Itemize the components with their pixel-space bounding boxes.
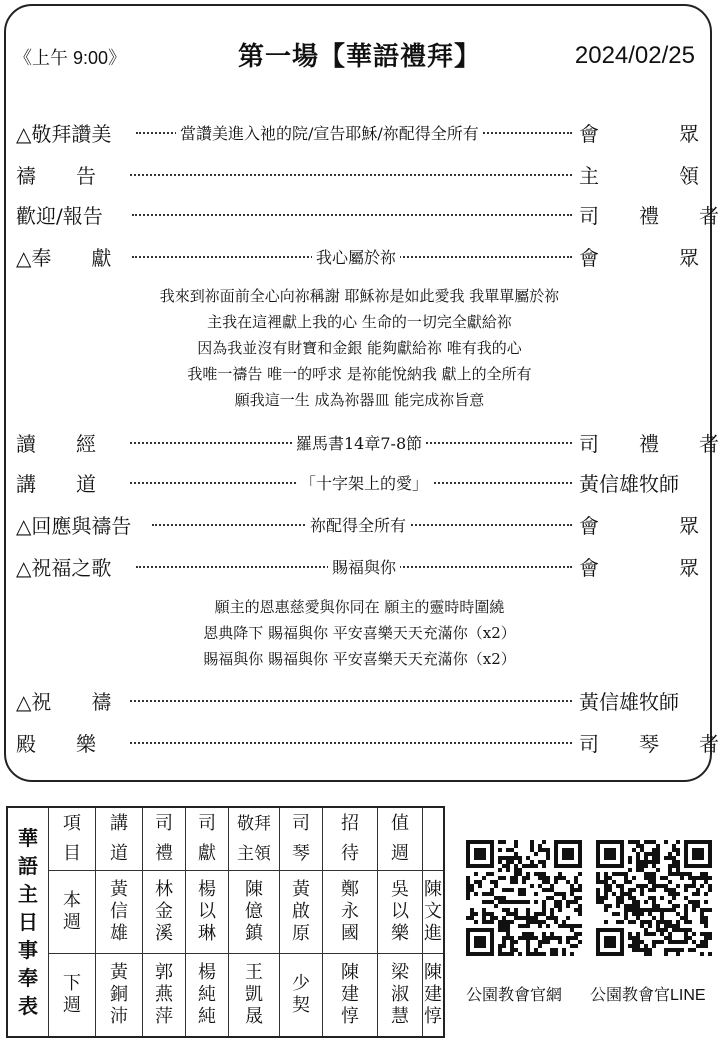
duty-person: 陳建惇 — [423, 954, 445, 1038]
col-header: 司禮 — [143, 807, 186, 871]
program-item-label: 禱 告 — [16, 164, 96, 188]
duty-person: 陳億鎮 — [229, 871, 280, 954]
program-row — [16, 728, 719, 758]
line-qr-code[interactable] — [596, 840, 712, 956]
service-title: 第一場【華語禮拜】 — [237, 42, 481, 72]
duty-person: 楊純純 — [186, 954, 229, 1038]
program-item-title: 我心屬於祢 — [312, 245, 400, 268]
col-header: 司獻 — [186, 807, 229, 871]
program-item-title: 羅馬書14章7-8節 — [292, 431, 426, 454]
lyric-line: 我唯一禱告 唯一的呼求 是祢能悅納我 獻上的全所有 — [187, 365, 532, 383]
duty-person: 林金溪 — [143, 871, 186, 954]
program-row — [16, 510, 702, 540]
program-item-label: △回應與禱告 — [16, 514, 132, 538]
program-row — [16, 242, 702, 272]
program-item-leader: 會 眾 — [579, 246, 699, 270]
leader-dots — [130, 742, 572, 744]
duty-table — [6, 806, 445, 1038]
leader-dots — [130, 174, 572, 176]
col-header: 敬拜主領 — [229, 807, 280, 871]
program-row — [16, 686, 702, 716]
program-item-leader: 司 禮 者 — [579, 204, 719, 228]
service-time: 《上午 9:00》 — [14, 48, 127, 68]
lyric-line: 願我這一生 成為祢器皿 能完成祢旨意 — [234, 391, 485, 409]
lyric-line: 因為我並沒有財寶和金銀 能夠獻給祢 唯有我的心 — [197, 339, 522, 357]
program-item-label: 歡迎/報告 — [16, 204, 103, 228]
program-item-leader: 司 禮 者 — [579, 432, 719, 456]
duty-person: 王凱晟 — [229, 954, 280, 1038]
duty-person: 梁淑慧 — [378, 954, 423, 1038]
week-label: 下週 — [49, 954, 96, 1038]
leader-dots — [132, 214, 572, 216]
program-item-title: 「十字架上的愛」 — [296, 471, 432, 494]
col-header: 項目 — [49, 807, 96, 871]
lyric-line: 恩典降下 賜福與你 平安喜樂天天充滿你（x2） — [203, 624, 516, 642]
program-item-title: 當讚美進入祂的院/宣告耶穌/祢配得全所有 — [176, 121, 483, 144]
duty-table-title: 華語主日事奉表 — [7, 807, 49, 1037]
lyric-line: 主我在這裡獻上我的心 生命的一切完全獻給祢 — [207, 313, 512, 331]
duty-person: 黃啟原 — [280, 871, 323, 954]
duty-person: 楊以琳 — [186, 871, 229, 954]
duty-person: 吳以樂 — [378, 871, 423, 954]
lyric-line: 賜福與你 賜福與你 平安喜樂天天充滿你（x2） — [203, 650, 516, 668]
program-item-leader: 會 眾 — [579, 122, 699, 146]
duty-person: 少契 — [280, 954, 323, 1038]
this-week-row — [7, 871, 444, 954]
duty-person: 黃信雄 — [96, 871, 143, 954]
program-item-label: △祝 禱 — [16, 690, 112, 714]
duty-person: 陳建惇 — [323, 954, 378, 1038]
program-item-leader: 黃信雄牧師 — [579, 472, 679, 496]
duty-person: 鄭永國 — [323, 871, 378, 954]
line-qr-caption: 公園教會官LINE — [590, 987, 706, 1004]
lyric-line: 我來到祢面前全心向祢稱謝 耶穌祢是如此愛我 我單單屬於祢 — [159, 287, 560, 305]
program-item-label: △祝福之歌 — [16, 556, 112, 580]
program-item-title: 賜福與你 — [328, 555, 400, 578]
program-item-label: △敬拜讚美 — [16, 122, 112, 146]
program-item-label: 講 道 — [16, 472, 96, 496]
program-item-leader: 會 眾 — [579, 514, 699, 538]
leader-dots — [130, 700, 572, 702]
program-item-leader: 會 眾 — [579, 556, 699, 580]
week-label: 本週 — [49, 871, 96, 954]
next-week-row — [7, 954, 444, 1038]
program-row — [16, 468, 702, 498]
program-row — [16, 552, 702, 582]
program-item-label: 讀 經 — [16, 432, 96, 456]
col-header: 值週 — [378, 807, 423, 871]
website-qr-code[interactable] — [466, 840, 582, 956]
duty-person: 郭燕萍 — [143, 954, 186, 1038]
program-row — [16, 428, 719, 458]
col-header: 司琴 — [280, 807, 323, 871]
col-header: 招待 — [323, 807, 378, 871]
program-item-label: △奉 獻 — [16, 246, 112, 270]
duty-person: 黃銅沛 — [96, 954, 143, 1038]
program-row — [16, 200, 719, 230]
program-item-leader: 黃信雄牧師 — [579, 690, 679, 714]
duty-person: 陳文進 — [423, 871, 445, 954]
program-item-title: 祢配得全所有 — [306, 513, 410, 536]
lyric-line: 願主的恩惠慈愛與你同在 願主的靈時時圍繞 — [214, 598, 505, 616]
program-row — [16, 160, 702, 190]
program-row — [16, 118, 702, 148]
program-item-leader: 司 琴 者 — [579, 732, 719, 756]
program-item-leader: 主 領 — [579, 164, 699, 188]
col-header: 講道 — [96, 807, 143, 871]
service-date: 2024/02/25 — [574, 42, 695, 69]
website-qr-caption: 公園教會官網 — [466, 987, 563, 1004]
program-item-label: 殿 樂 — [16, 732, 96, 756]
